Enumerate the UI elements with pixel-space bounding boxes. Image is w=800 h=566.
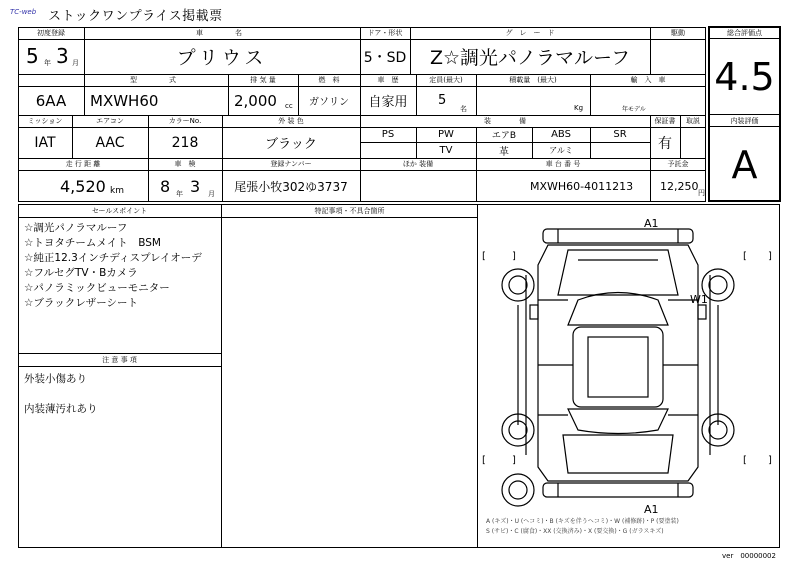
equip-sr: SR [613, 129, 627, 140]
inspection-month: 3 [190, 177, 201, 196]
label-exterior-color: 外 装 色 [278, 117, 304, 125]
mileage-unit: km [110, 186, 124, 196]
displacement-unit: cc [285, 102, 293, 110]
aircon: AAC [95, 134, 125, 151]
inspection-month-unit: 月 [208, 190, 215, 198]
equip-ps: PS [381, 129, 395, 140]
grade: Z☆調光パノラマルーフ [429, 47, 631, 69]
caution-item: 外装小傷あり [24, 373, 87, 385]
label-car-name: 車 名 [196, 29, 248, 37]
door-type: 5・SD [363, 49, 407, 66]
sales-point: ☆トヨタチームメイト BSM [24, 237, 161, 249]
label-fuel: 燃 料 [318, 76, 340, 84]
damage-mark-side: W1 [690, 293, 708, 306]
svg-text:]: ] [768, 455, 772, 466]
label-model: 型 式 [130, 76, 182, 84]
inspection-year-unit: 年 [176, 190, 183, 198]
version: ver 00000002 [722, 552, 776, 560]
inspection-year: 8 [160, 177, 171, 196]
overall-rating: 4.5 [714, 54, 775, 99]
svg-text:]: ] [512, 251, 516, 262]
equip-tv: TV [439, 144, 453, 156]
equip-alumi: アルミ [549, 145, 573, 155]
model-prefix: 6AA [35, 91, 67, 110]
year-model-label: 年モデル [622, 106, 646, 113]
label-load: 積載量 (最大) [509, 76, 557, 84]
label-special-notes: 特記事項・不具合箇所 [314, 206, 385, 215]
label-mission: ミッション [27, 117, 63, 125]
label-aircon: エアコン [96, 117, 124, 125]
reg-year: 5 [26, 44, 39, 68]
sales-points-list [24, 221, 219, 311]
label-first-reg: 初度登録 [37, 29, 65, 37]
label-grade: グ レ ー ド [505, 29, 555, 37]
chassis-number: MXWH60-4011213 [530, 180, 634, 193]
label-interior-rating: 内装評価 [730, 117, 759, 125]
warranty: 有 [658, 135, 672, 152]
svg-text:[: [ [482, 455, 486, 466]
label-color-no: カラーNo. [168, 117, 202, 125]
sales-point: ☆純正12.3インチディスプレイオーデ [24, 252, 202, 264]
label-manual: 取説 [686, 117, 700, 125]
car-diagram [478, 205, 779, 547]
equip-pw: PW [438, 129, 454, 140]
logo: TC-web [10, 8, 37, 16]
mileage: 4,520 [60, 177, 106, 196]
load-unit: Kg [574, 104, 584, 112]
equip-leather: 革 [499, 146, 509, 158]
cautions-list [24, 372, 219, 417]
plate-number: 尾張小牧302ゆ3737 [234, 179, 348, 194]
sales-point: ☆パノラミックビューモニター [24, 282, 170, 294]
interior-rating: A [731, 142, 758, 187]
label-equipment: 装 備 [484, 117, 526, 125]
equip-abs: ABS [551, 129, 571, 140]
label-cautions: 注 意 事 項 [102, 355, 137, 364]
label-warranty: 保証書 [654, 117, 676, 125]
label-capacity: 定員(最大) [429, 76, 463, 84]
label-other-equip: ほか 装備 [402, 160, 434, 168]
price-unit: 円 [698, 189, 705, 197]
capacity-unit: 名 [460, 105, 467, 113]
legend-line-2: S (サビ)・C (腐食)・XX (交換済み)・X (要交換)・G (ガラスキズ) [486, 528, 664, 535]
svg-text:[: [ [743, 455, 747, 466]
color-no: 218 [171, 134, 199, 151]
deposit-price: 12,250 [660, 180, 699, 193]
caution-item: 内装薄汚れあり [24, 403, 98, 415]
label-sales-points: セールスポイント [91, 206, 148, 215]
fuel: ガソリン [309, 97, 349, 108]
usage: 自家用 [368, 95, 408, 110]
svg-text:[: [ [743, 251, 747, 262]
label-inspection: 車 検 [174, 160, 196, 168]
svg-text:]: ] [768, 251, 772, 262]
svg-text:[: [ [482, 251, 486, 262]
caution-spacer [24, 387, 219, 402]
label-price: 予託金 [667, 160, 689, 168]
label-import: 輸 入 車 [630, 76, 666, 84]
legend-line-1: A (キズ)・U (ヘコミ)・B (キズを伴うヘコミ)・W (補修跡)・P (要塗装) [486, 518, 679, 525]
reg-month-unit: 月 [72, 59, 79, 67]
label-usage: 車 歴 [377, 76, 399, 84]
sales-point: ☆フルセグTV・Bカメラ [24, 267, 138, 279]
sales-point: ☆調光パノラマルーフ [24, 222, 128, 234]
car-name: プリウス [176, 47, 268, 69]
mission: IAT [34, 134, 56, 151]
capacity: 5 [438, 93, 447, 108]
label-overall-rating: 総合評価点 [727, 29, 762, 37]
document-title: ストックワンプライス掲載票 [48, 9, 223, 24]
damage-mark-front: A1 [644, 217, 659, 230]
label-displacement: 排 気 量 [250, 76, 276, 84]
label-drive: 駆動 [671, 29, 685, 37]
sales-point: ☆ブラックレザーシート [24, 297, 138, 309]
equip-airbag: エアB [491, 131, 517, 141]
label-chassis: 車 台 番 号 [545, 160, 581, 168]
svg-text:]: ] [512, 455, 516, 466]
label-plate: 登録ナンバー [270, 160, 312, 168]
label-door-type: ドア・形状 [367, 29, 403, 37]
displacement: 2,000 [234, 92, 277, 110]
exterior-color: ブラック [265, 137, 317, 152]
damage-mark-rear: A1 [644, 503, 659, 516]
reg-year-unit: 年 [44, 59, 51, 67]
label-mileage: 走 行 距 離 [65, 160, 101, 168]
reg-month: 3 [56, 44, 69, 68]
model-code: MXWH60 [90, 92, 159, 110]
